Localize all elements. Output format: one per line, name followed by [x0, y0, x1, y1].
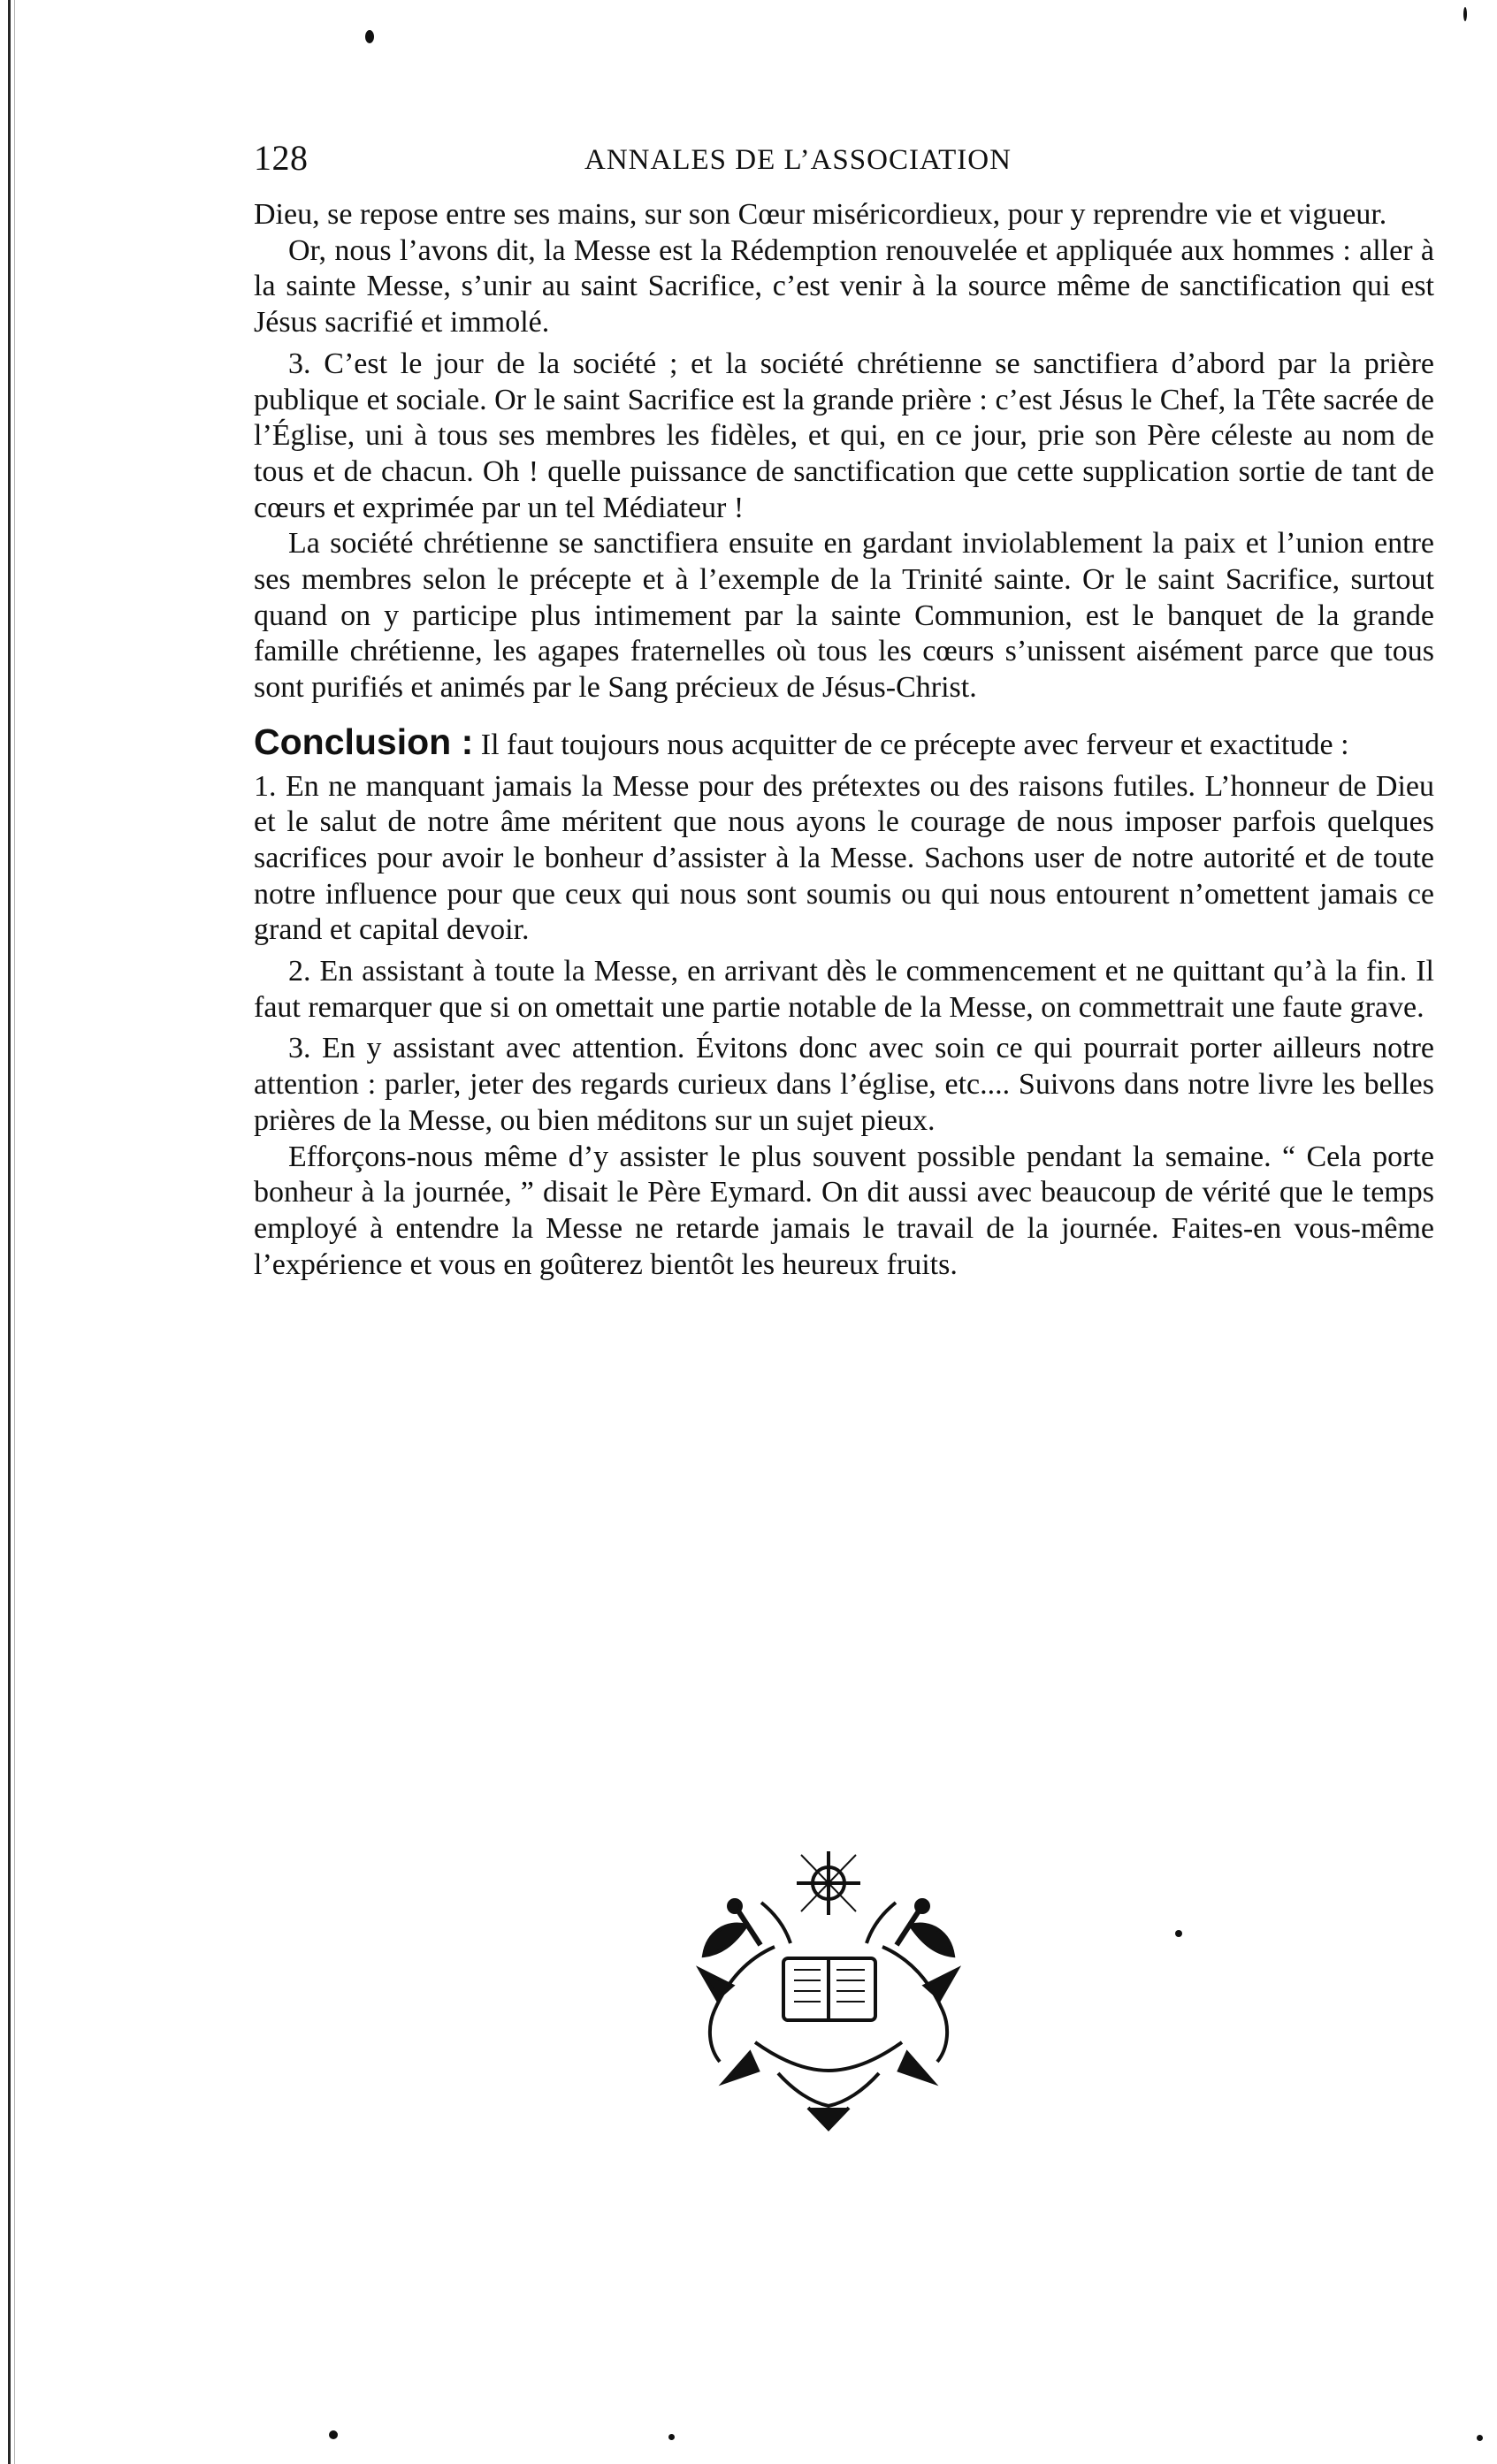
print-speck [1477, 2435, 1483, 2441]
list-item-3: 3. En y assistant avec attention. Évitons donc avec soin ce qui pourrait porter ailleurs notre attention : parler, jeter des regards curieux dans l’église, etc.... Suivons dans notre livre les belles prières de la Messe, ou bien méditons sur un sujet pieux. [254, 1032, 1434, 1137]
conclusion-heading: Conclusion : [254, 721, 474, 762]
closing-paragraph: Efforçons-nous même d’y assister le plus souvent possible pendant la semaine. “ Cela porte bonheur à la journée, ” disait le Père Eymard. On dit aussi avec beaucoup de vérité que le temps employé à entendre la Messe ne retarde jamais le travail de la journée. Faites-en vous-même l’expérience et vous en goûterez bientôt les heureux fruits. [254, 1140, 1434, 1281]
eucharistic-ornament-icon [668, 1848, 989, 2132]
running-title: ANNALES DE L’ASSOCIATION [584, 144, 1012, 176]
page-number: 128 [254, 138, 309, 178]
paragraph-2: Or, nous l’avons dit, la Messe est la Rédemption renouvelée et appliquée aux hommes : aller à la sainte Messe, s’unir au saint Sacrifice, c’est venir à la source même de sanctification qui est Jésus sacrifié et immolé. [254, 233, 1434, 339]
print-speck [1175, 1930, 1182, 1937]
page-body [254, 197, 1434, 1283]
conclusion-paragraph [254, 721, 1434, 764]
paragraph-3: 3. C’est le jour de la société ; et la société chrétienne se sanctifiera d’abord par la prière publique et sociale. Or le saint Sacrifice est la grande prière : c’est Jésus le Chef, la Tête sacrée de l’Église, uni à tous ses membres les fidèles, et qui, en ce jour, prie son Père céleste au nom de tous et de chacun. Oh ! quelle puissance de sanctification que cette supplication sortie de tant de cœurs et exprimée par un tel Médiateur ! [254, 347, 1434, 524]
binding-edge-shadow [14, 0, 15, 2464]
page-header [254, 139, 1434, 183]
print-speck [1463, 7, 1467, 21]
conclusion-intro: Il faut toujours nous acquitter de ce précepte avec ferveur et exactitude : [473, 728, 1349, 761]
list-item-1: 1. En ne manquant jamais la Messe pour des prétextes ou des raisons futiles. L’honneur de Dieu et le salut de notre âme méritent que nous ayons le courage de nous imposer parfois quelques sacrifices pour avoir le bonheur d’assister à la Messe. Sachons user de notre autorité et de toute notre influence pour que ceux qui nous sont soumis ou qui nous entourent n’omettent jamais ce grand et capital devoir. [254, 769, 1434, 947]
print-speck [668, 2434, 675, 2440]
list-item-2: 2. En assistant à toute la Messe, en arrivant dès le commencement et ne quittant qu’à la fin. Il faut remarquer que si on omettait une partie notable de la Messe, on commettrait une faute grave. [254, 955, 1434, 1024]
paragraph-1: Dieu, se repose entre ses mains, sur son Cœur miséricordieux, pour y reprendre vie et vigueur. [254, 198, 1387, 231]
paragraph-4: La société chrétienne se sanctifiera ensuite en gardant inviolablement la paix et l’union entre ses membres selon le précepte et à l’exemple de la Trinité sainte. Or le saint Sacrifice, surtout quand on y participe plus intimement par la sainte Communion, est le banquet de la grande famille chrétienne, les agapes fraternelles où tous les cœurs s’unissent aisément parce que tous sont purifiés et animés par le Sang précieux de Jésus-Christ. [254, 527, 1434, 705]
binding-edge-line [8, 0, 11, 2464]
print-speck [329, 2430, 338, 2439]
print-speck [365, 30, 374, 43]
